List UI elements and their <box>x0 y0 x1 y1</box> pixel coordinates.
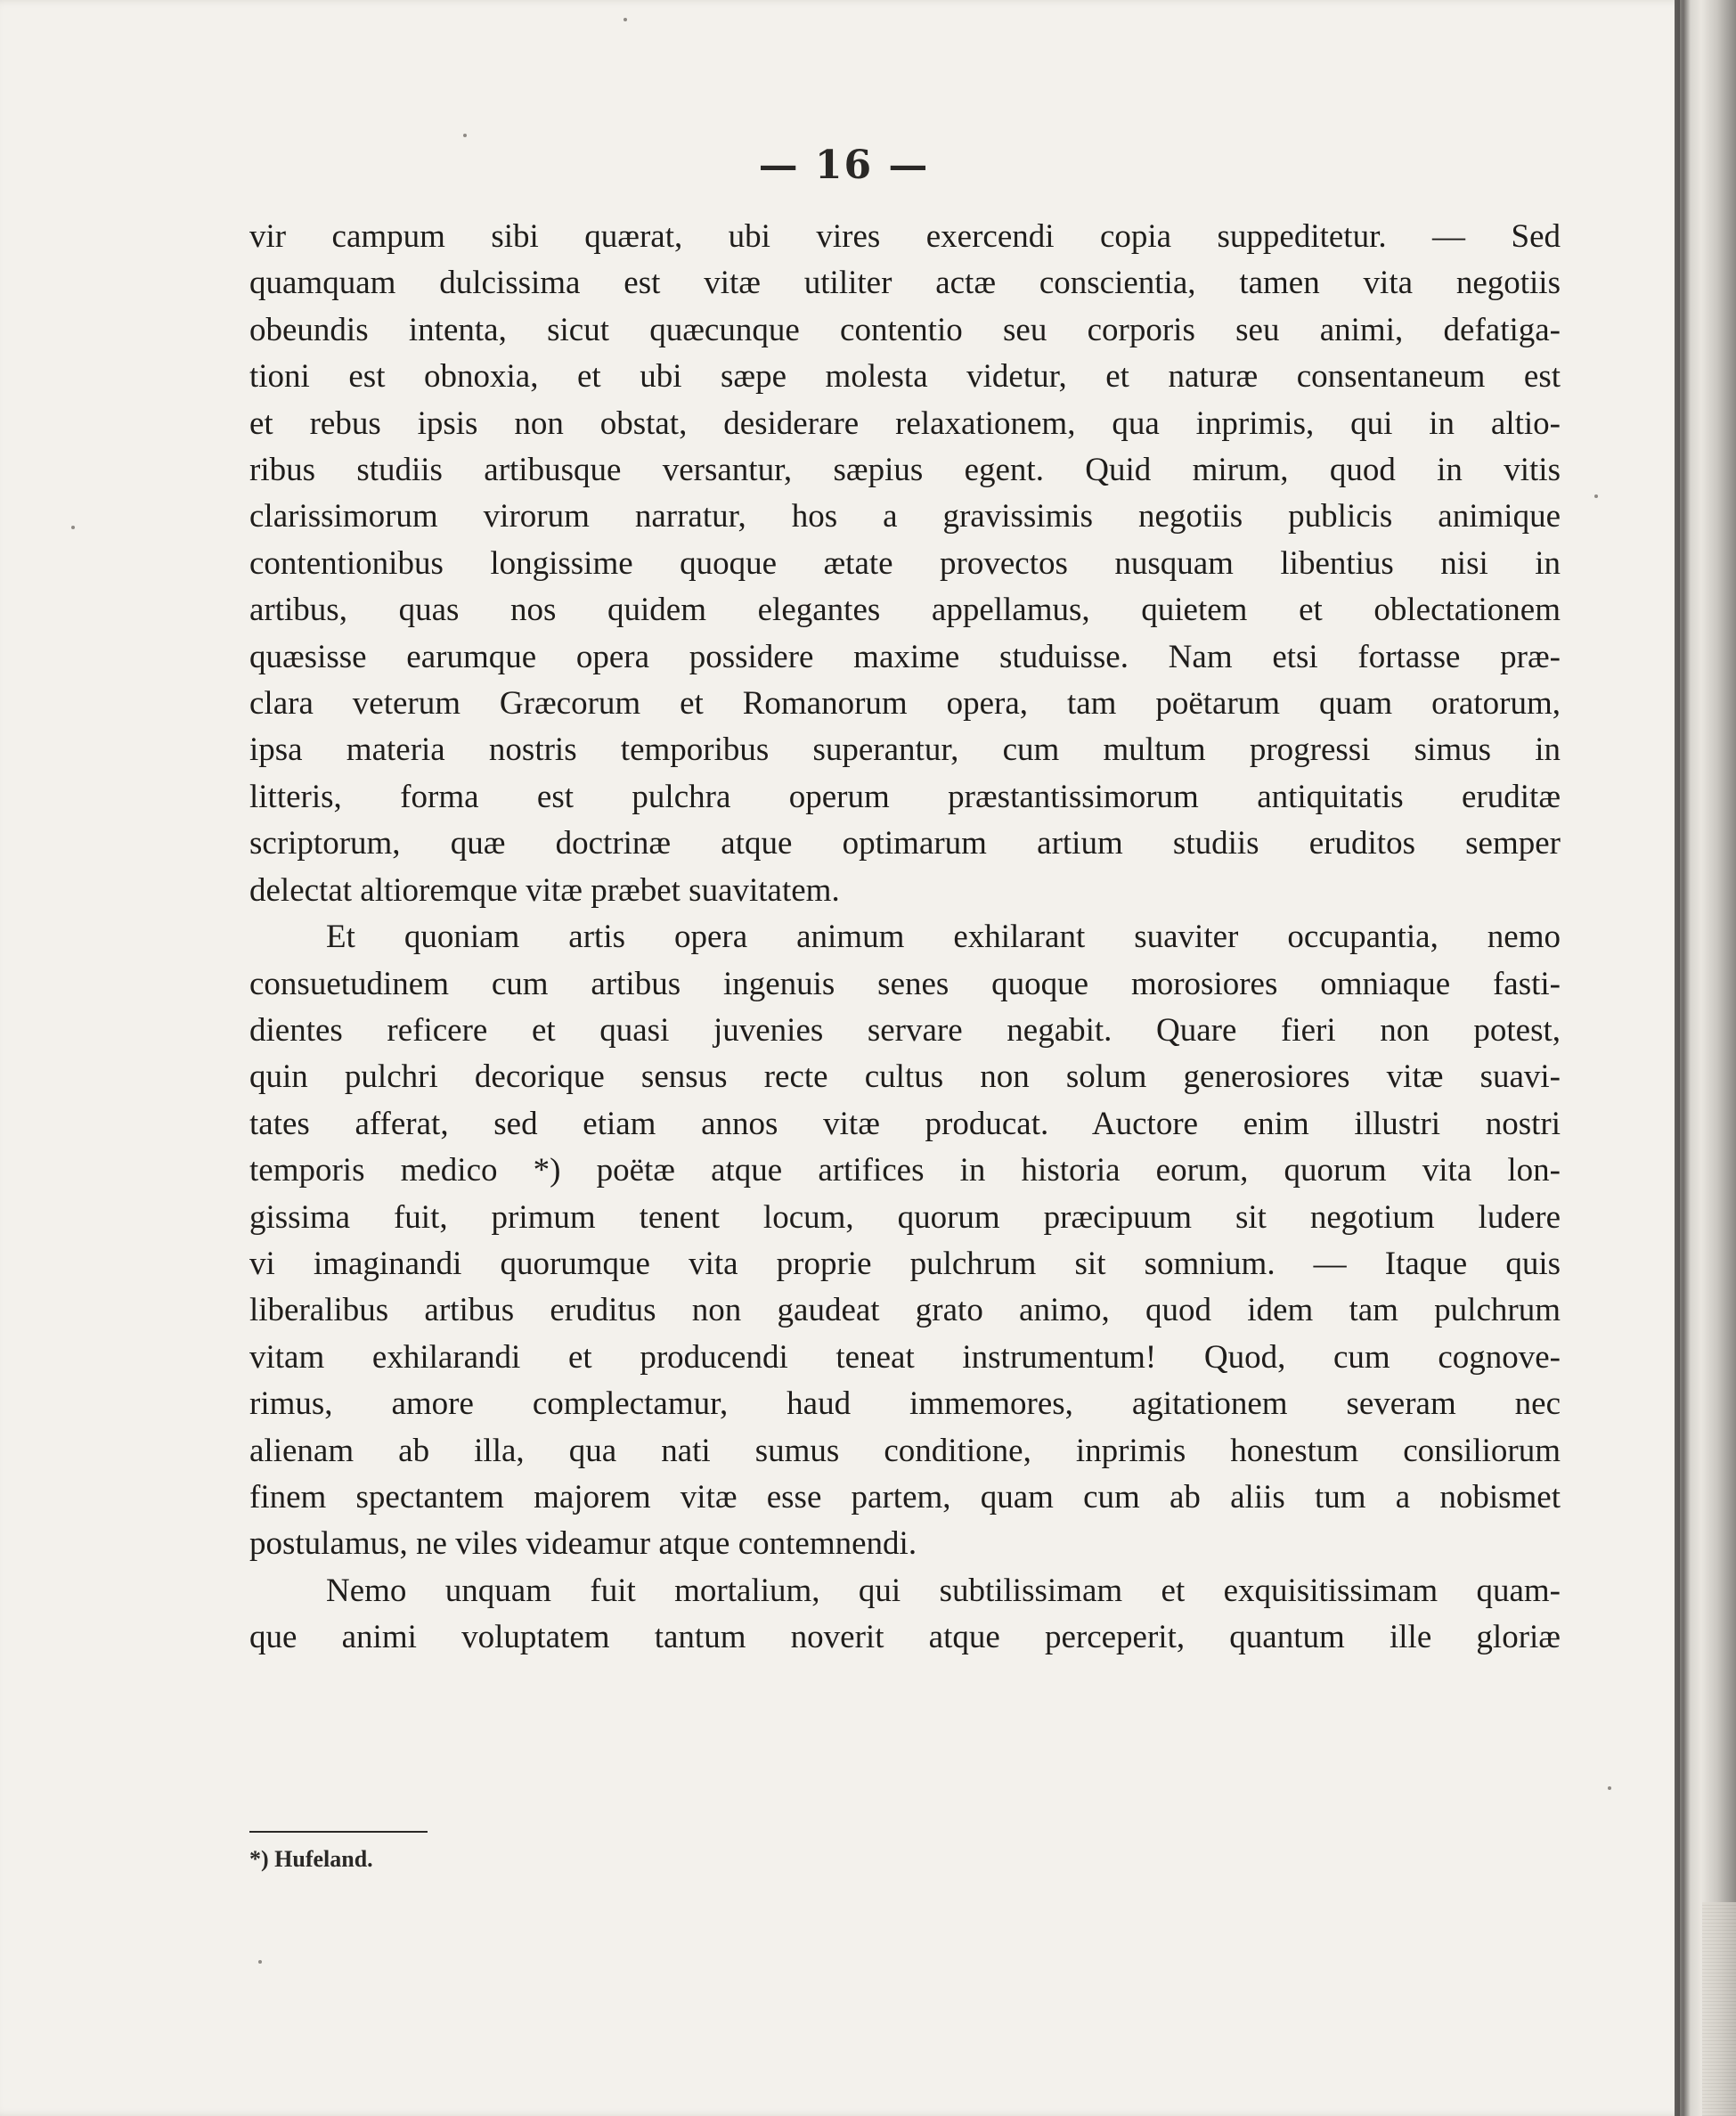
paper-speck <box>1594 494 1598 498</box>
text-line: alienam ab illa, qua nati sumus conditione, inprimis honestum consiliorum <box>249 1432 1561 1469</box>
text-line: quamquam dulcissima est vitæ utiliter actæ conscientia, tamen vita negotiis <box>249 265 1561 302</box>
paper-speck <box>258 1960 262 1964</box>
text-line: que animi voluptatem tantum noverit atque perceperit, quantum ille gloriæ <box>249 1619 1561 1656</box>
text-line: vi imaginandi quorumque vita proprie pulchrum sit somnium. — Itaque quis <box>249 1245 1561 1282</box>
text-line: vitam exhilarandi et producendi teneat instrumentum! Quod, cum cognove- <box>249 1338 1561 1376</box>
text-line: quin pulchri decorique sensus recte cultus non solum generosiores vitæ suavi- <box>249 1058 1561 1096</box>
text-line: artibus, quas nos quidem elegantes appellamus, quietem et oblectationem <box>249 592 1561 629</box>
text-line: tates afferat, sed etiam annos vitæ producat. Auctore enim illustri nostri <box>249 1105 1561 1142</box>
text-line: consuetudinem cum artibus ingenuis senes quoque morosiores omniaque fasti- <box>249 965 1561 1002</box>
paper-speck <box>71 526 75 529</box>
text-line: tioni est obnoxia, et ubi sæpe molesta videtur, et naturæ consentaneum est <box>249 358 1561 396</box>
paragraph-end-line: postulamus, ne viles videamur atque contemnendi. <box>249 1525 917 1563</box>
text-line: litteris, forma est pulchra operum præstantissimorum antiquitatis eruditæ <box>249 778 1561 815</box>
paragraph-start-line: Nemo unquam fuit mortalium, qui subtilissimam et exquisitissimam quam- <box>326 1572 1561 1609</box>
footnote: *) Hufeland. <box>249 1846 373 1872</box>
text-line: temporis medico *) poëtæ atque artifices in historia eorum, quorum vita lon- <box>249 1152 1561 1189</box>
text-line: ribus studiis artibusque versantur, sæpius egent. Quid mirum, quod in vitis <box>249 452 1561 489</box>
text-line: ipsa materia nostris temporibus superantur, cum multum progressi simus in <box>249 731 1561 769</box>
text-line: clara veterum Græcorum et Romanorum opera, tam poëtarum quam oratorum, <box>249 685 1561 723</box>
paper-speck <box>1608 1786 1611 1790</box>
text-line: et rebus ipsis non obstat, desiderare relaxationem, qua inprimis, qui in altio- <box>249 404 1561 442</box>
text-line: liberalibus artibus eruditus non gaudeat grato animo, quod idem tam pulchrum <box>249 1292 1561 1329</box>
text-line: dientes reficere et quasi juvenies servare negabit. Quare fieri non potest, <box>249 1011 1561 1049</box>
footnote-rule <box>249 1831 428 1833</box>
paper-speck <box>463 134 467 137</box>
body-text <box>249 214 1561 1662</box>
page-fold-shadow <box>1675 0 1680 2116</box>
text-line: clarissimorum virorum narratur, hos a gravissimis negotiis publicis animique <box>249 498 1561 535</box>
page-leaves <box>1702 1902 1736 2116</box>
text-line: gissima fuit, primum tenent locum, quorum præcipuum sit negotium ludere <box>249 1198 1561 1236</box>
paragraph-end-line: delectat altioremque vitæ præbet suavitatem. <box>249 871 840 909</box>
book-gutter-edge <box>1675 0 1736 2116</box>
paper-speck <box>623 18 627 21</box>
page-number: — 16 — <box>758 143 930 188</box>
text-line: quæsisse earumque opera possidere maxime studuisse. Nam etsi fortasse præ- <box>249 638 1561 675</box>
text-line: contentionibus longissime quoque ætate provectos nusquam libentius nisi in <box>249 544 1561 582</box>
text-line: scriptorum, quæ doctrinæ atque optimarum artium studiis eruditos semper <box>249 825 1561 862</box>
text-line: obeundis intenta, sicut quæcunque contentio seu corporis seu animi, defatiga- <box>249 311 1561 348</box>
text-line: finem spectantem majorem vitæ esse partem, quam cum ab aliis tum a nobismet <box>249 1478 1561 1516</box>
text-line: vir campum sibi quærat, ubi vires exercendi copia suppeditetur. — Sed <box>249 218 1561 255</box>
paragraph-start-line: Et quoniam artis opera animum exhilarant suaviter occupantia, nemo <box>326 919 1561 956</box>
text-line: rimus, amore complectamur, haud immemores, agitationem severam nec <box>249 1385 1561 1423</box>
